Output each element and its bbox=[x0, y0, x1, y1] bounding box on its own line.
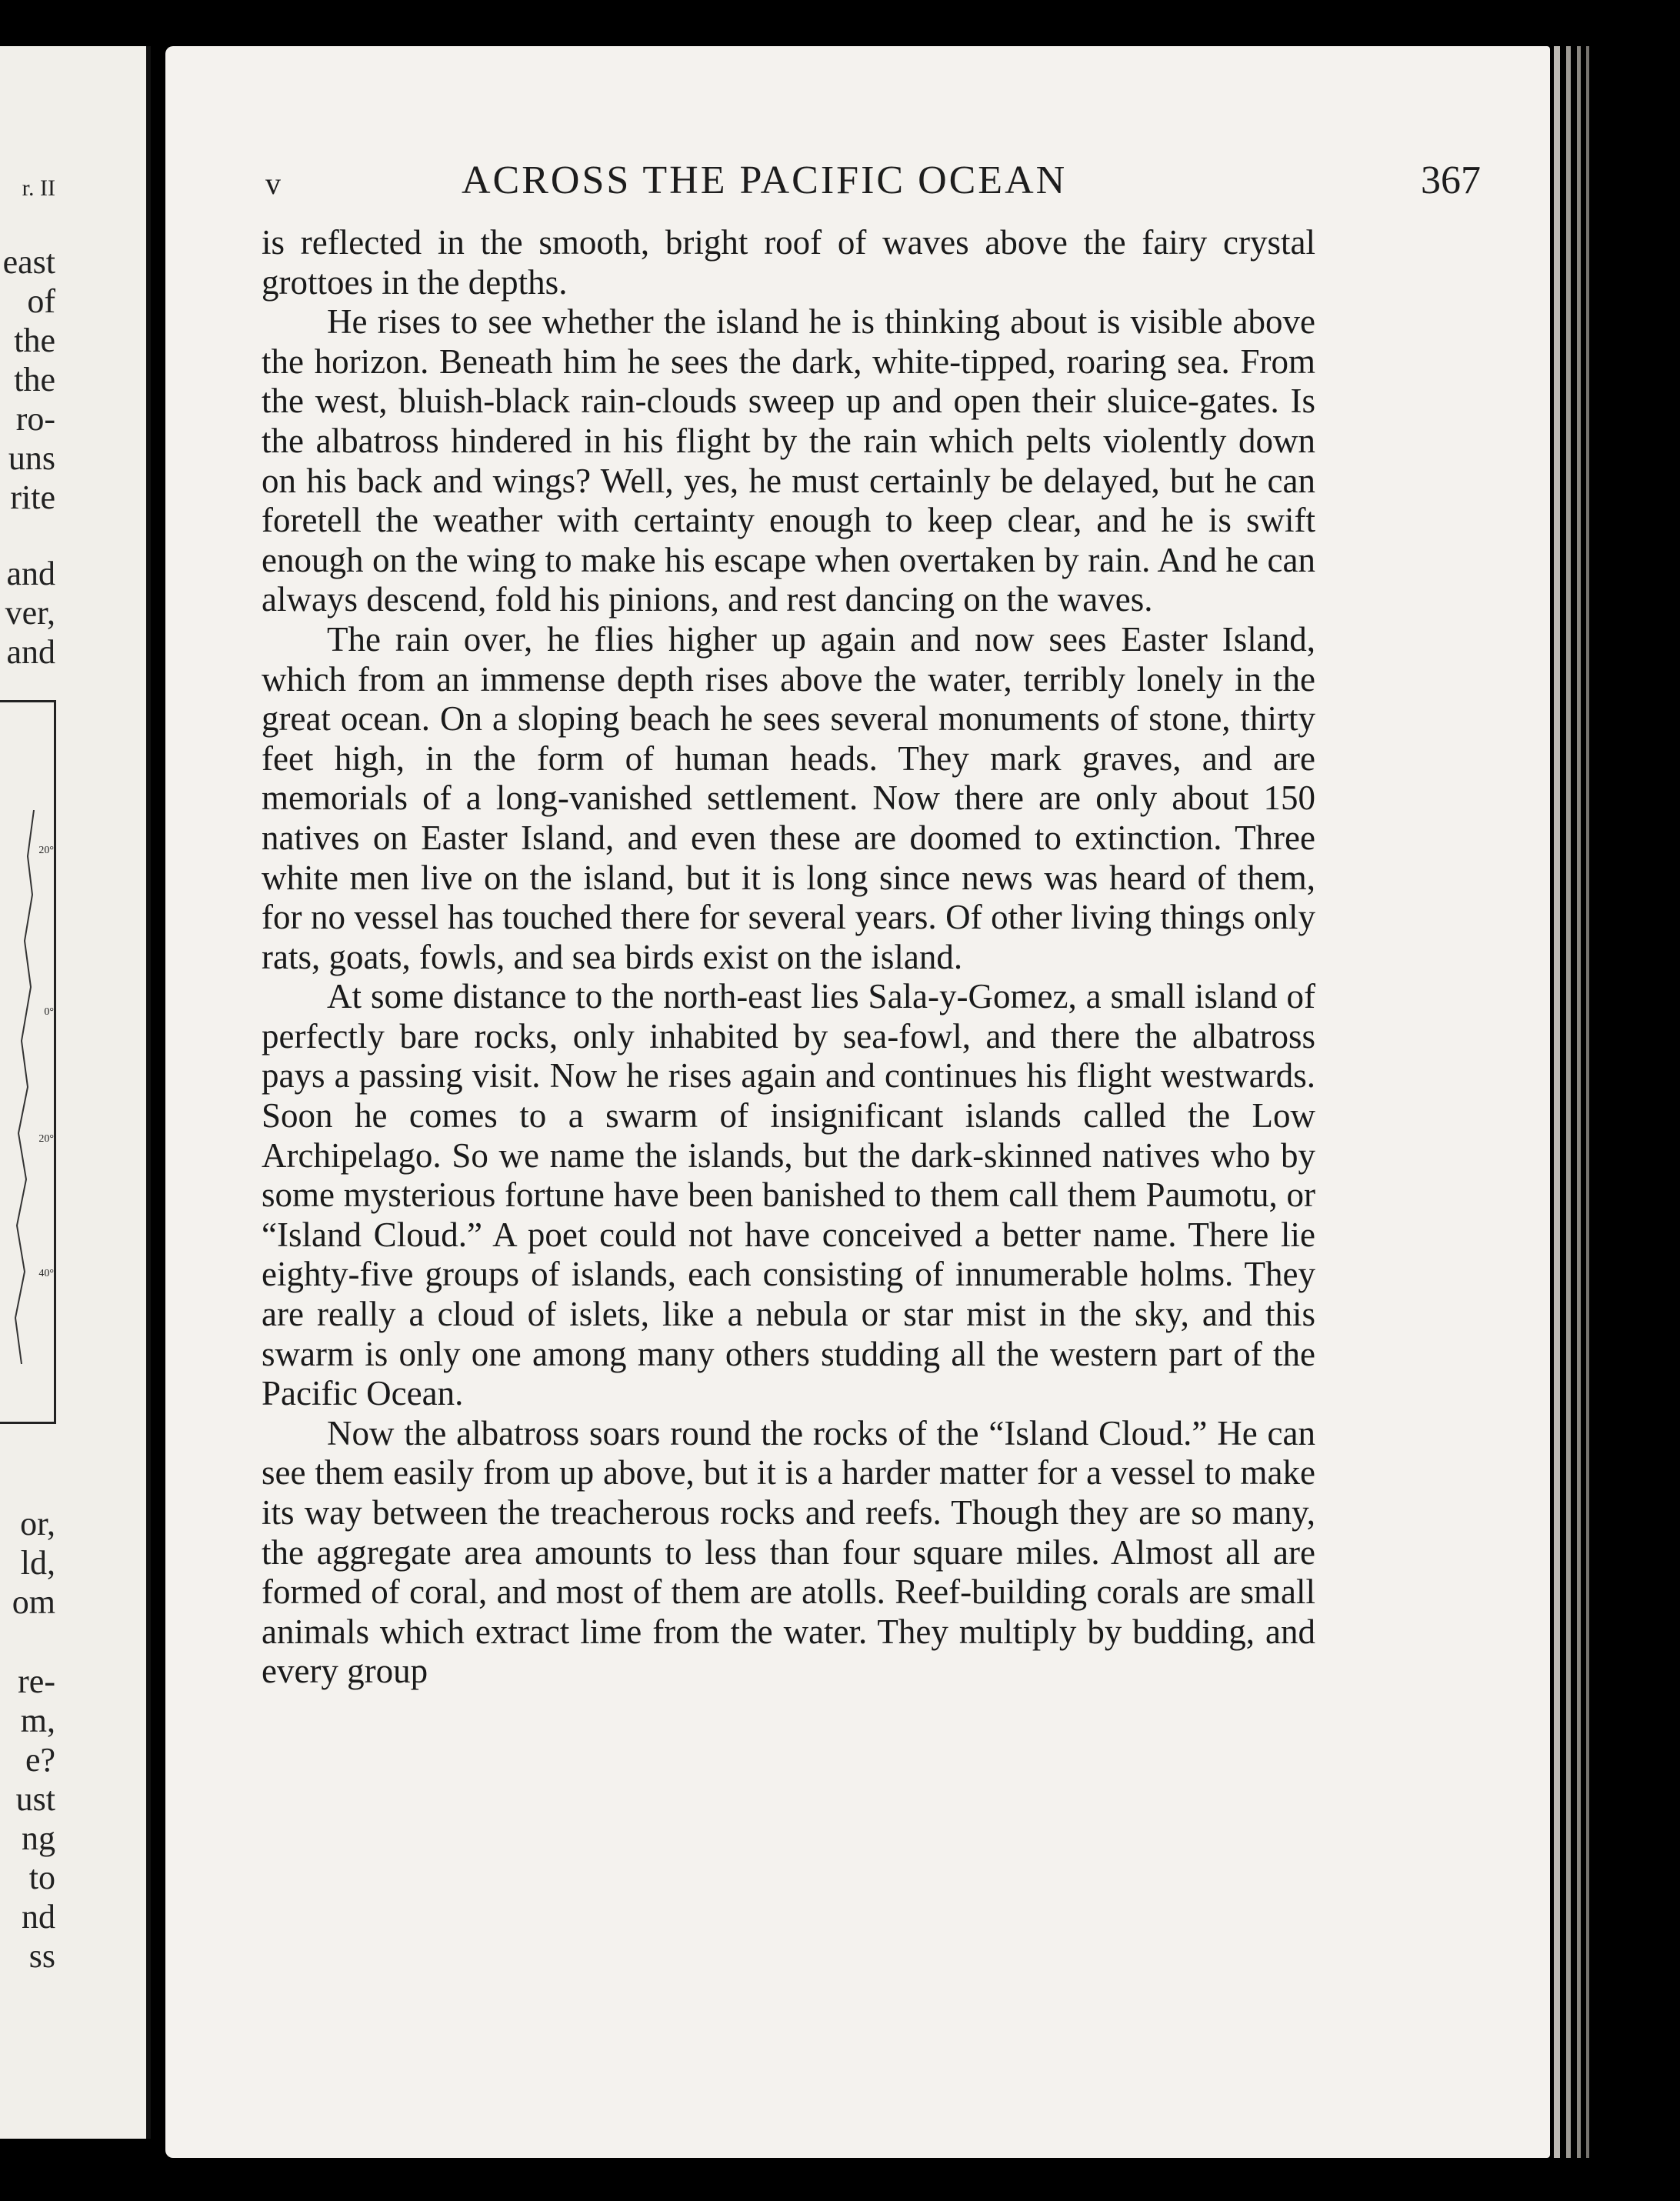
map-latitude-label: 0° bbox=[44, 1006, 54, 1018]
left-page-line: ld, bbox=[20, 1544, 55, 1582]
running-title: ACROSS THE PACIFIC OCEAN bbox=[462, 158, 1068, 202]
page-edge bbox=[1586, 46, 1589, 2158]
map-fragment bbox=[0, 700, 56, 1424]
coastline-drawing bbox=[11, 810, 38, 1364]
left-page-line: ng bbox=[22, 1819, 55, 1857]
left-page-line: of bbox=[27, 282, 55, 320]
left-page-line: and bbox=[6, 633, 55, 671]
left-page-line: m, bbox=[20, 1702, 55, 1739]
left-page-line: the bbox=[14, 322, 55, 359]
paragraph: The rain over, he flies higher up again and now sees Easter Island, which from an immense depth rises above the water, terribly lonely in the great ocean. On a sloping beach he sees several monuments of stone, thirty feet high, in the form of human heads. They mark graves, and are memorials of a long-vanished settlement. Now there are only about 150 natives on Easter Island, and even these are doomed to extinction. Three white men live on the island, but it is long since news was heard of them, for no vessel has touched there for several years. Of other living things only rats, goats, fowls, and sea birds exist on the island. bbox=[262, 619, 1315, 976]
left-page-line: and bbox=[6, 555, 55, 592]
page-edge bbox=[1577, 46, 1581, 2158]
previous-page-fragment bbox=[0, 46, 151, 2139]
paragraph: is reflected in the smooth, bright roof of waves above the fairy crystal grottoes in the depths. bbox=[262, 223, 1315, 302]
left-page-line: ver, bbox=[5, 594, 55, 632]
page-number: 367 bbox=[1421, 158, 1481, 202]
left-page-line: e? bbox=[25, 1741, 55, 1779]
chapter-number: v bbox=[265, 166, 281, 201]
left-page-line: east bbox=[2, 243, 55, 281]
paragraph: Now the albatross soars round the rocks of the “Island Cloud.” He can see them easily from up above, but it is a harder matter for a vessel to make its way between the treacherous rocks and reefs. Though they are so many, the aggregate area amounts to less than four square miles. Almost all are formed of coral, and most of them are atolls. Reef-building corals are small animals which extract lime from the water. They multiply by budding, and every group bbox=[262, 1413, 1315, 1691]
left-page-line: r. II bbox=[22, 175, 55, 201]
page-edge bbox=[1554, 46, 1560, 2158]
running-head bbox=[165, 158, 1550, 212]
left-page-line: the bbox=[14, 361, 55, 399]
paragraph: At some distance to the north-east lies Sala-y-Gomez, a small island of perfectly bare rocks, only inhabited by sea-fowl, and there the albatross pays a passing visit. Now he rises again and continues his flight westwards. Soon he comes to a swarm of insignificant islands called the Low Archipelago. So we name the islands, but the dark-skinned natives who by some mysterious fortune have been banished to them call them Paumotu, or “Island Cloud.” A poet could not have conceived a better name. There lie eighty-five groups of islands, each consisting of innumerable holms. They are really a cloud of islets, like a nebula or star mist in the sky, and this swarm is only one among many others studding all the western part of the Pacific Ocean. bbox=[262, 977, 1315, 1413]
left-page-line: ust bbox=[15, 1780, 55, 1818]
left-page-line: om bbox=[12, 1583, 55, 1621]
left-page-line: ss bbox=[28, 1937, 55, 1975]
map-latitude-label: 20° bbox=[38, 845, 54, 856]
left-page-line: rite bbox=[10, 479, 55, 516]
page-edge bbox=[1566, 46, 1571, 2158]
left-page-line: re- bbox=[18, 1662, 55, 1700]
left-page-line: ro- bbox=[15, 400, 55, 438]
body-text bbox=[262, 223, 1315, 1692]
left-page-line: nd bbox=[22, 1898, 55, 1936]
left-page-line: to bbox=[28, 1859, 55, 1896]
paragraph: He rises to see whether the island he is thinking about is visible above the horizon. Beneath him he sees the dark, white-tipped, roaring sea. From the west, bluish-black rain-clouds sweep up and open their sluice-gates. Is the albatross hindered in his flight by the rain which pelts violently down on his back and wings? Well, yes, he must certainly be delayed, but he can foretell the weather with certainty enough to keep clear, and he is swift enough on the wing to make his escape when overtaken by rain. And he can always descend, fold his pinions, and rest dancing on the waves. bbox=[262, 302, 1315, 619]
map-latitude-label: 40° bbox=[38, 1268, 54, 1279]
left-page-line: or, bbox=[20, 1505, 55, 1542]
left-page-line: uns bbox=[8, 439, 55, 477]
map-latitude-label: 20° bbox=[38, 1133, 54, 1145]
